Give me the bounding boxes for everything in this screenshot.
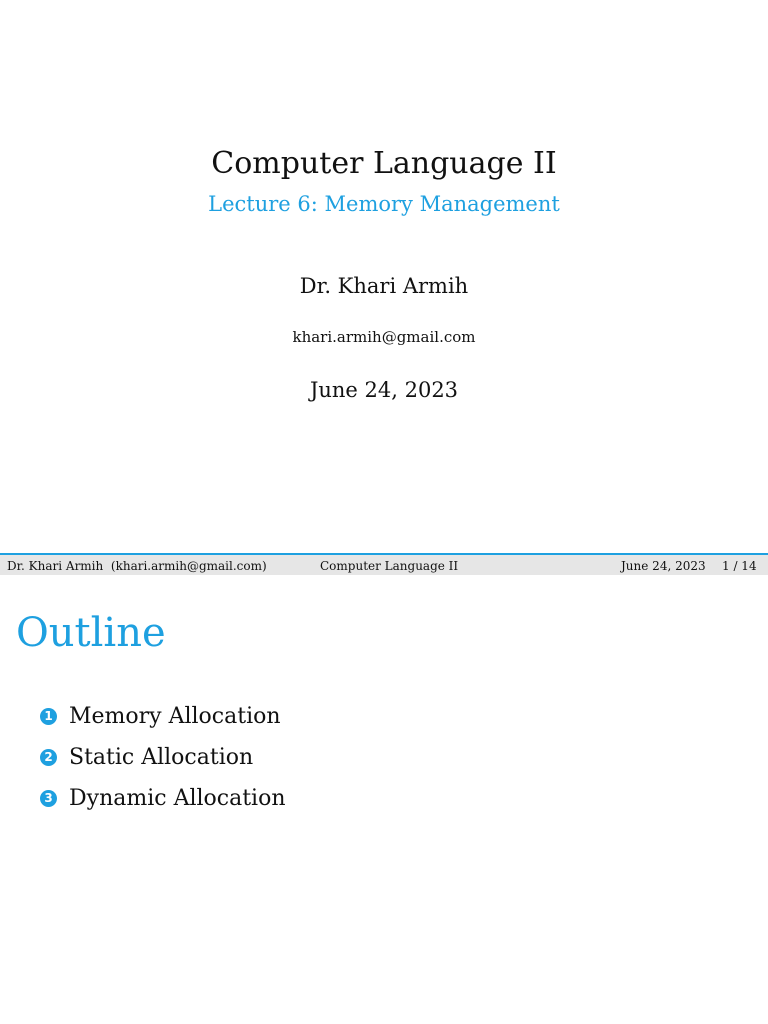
list-item [40,778,286,819]
number-3-icon: 3 [40,790,57,807]
slide-footer [0,553,768,575]
number-1-icon: 1 [40,708,57,725]
outline-item-label: Static Allocation [69,744,254,770]
footer-author: Dr. Khari Armih (khari.armih@gmail.com) [7,559,267,573]
footer-page-number: 1 / 14 [722,559,757,573]
number-2-icon: 2 [40,749,57,766]
outline-item-label: Dynamic Allocation [69,785,286,811]
author-email: khari.armih@gmail.com [292,328,476,346]
list-item [40,696,286,737]
list-item [40,737,286,778]
presentation-date: June 24, 2023 [309,378,459,402]
author-name: Dr. Khari Armih [299,274,469,298]
outline-slide [0,576,768,1024]
lecture-subtitle: Lecture 6: Memory Management [208,192,560,216]
outline-heading: Outline [16,610,166,656]
outline-list [40,696,286,819]
outline-item-label: Memory Allocation [69,703,281,729]
footer-date: June 24, 2023 [621,559,706,573]
footer-title: Computer Language II [320,559,459,573]
presentation-title: Computer Language II [211,146,557,181]
